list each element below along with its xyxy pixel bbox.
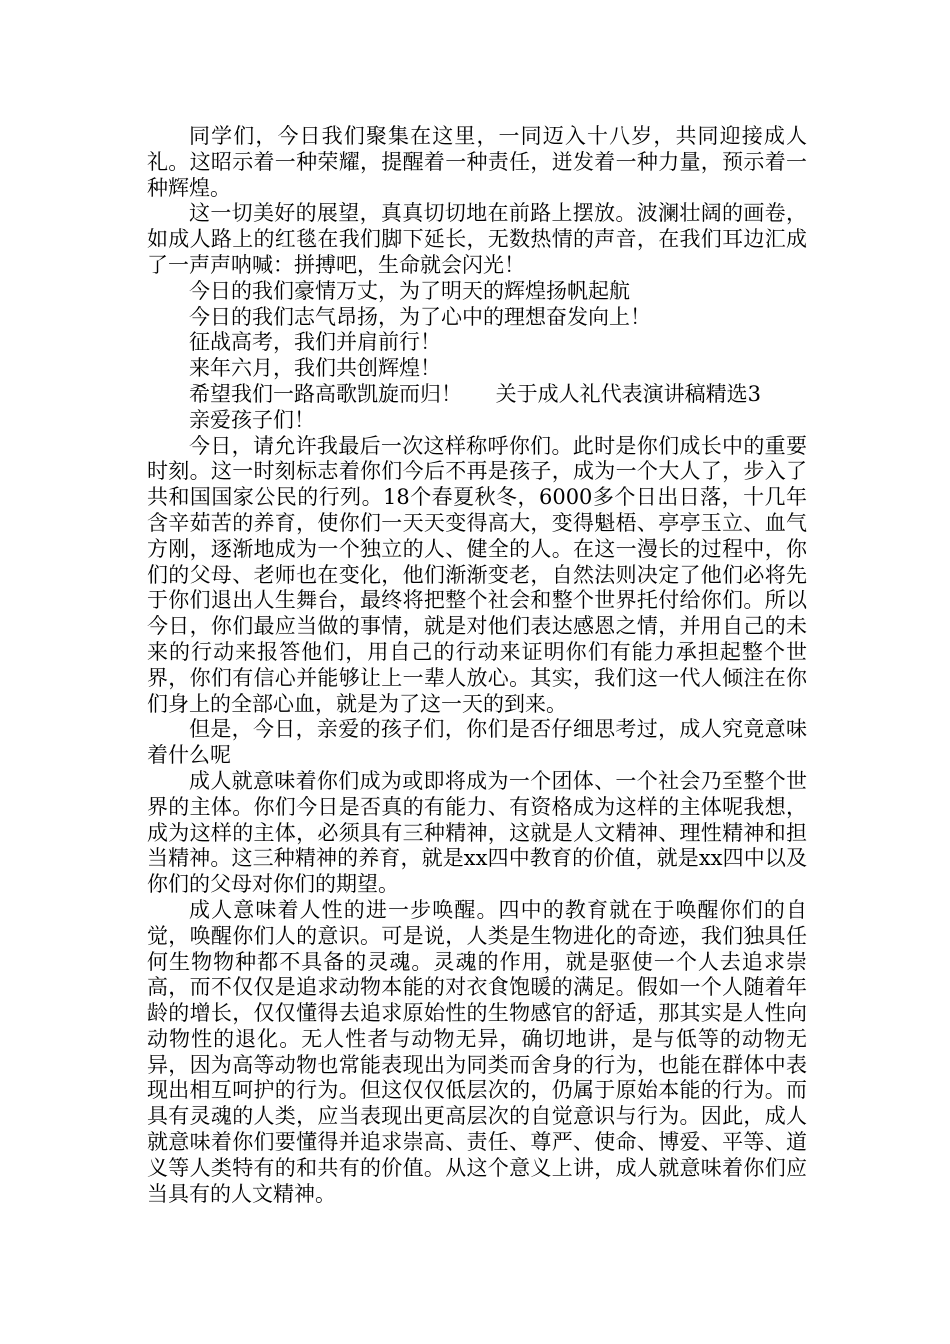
paragraph-line-2: 今日的我们志气昂扬，为了心中的理想奋发向上！ <box>189 304 651 329</box>
body-paragraph-1: 今日，请允许我最后一次这样称呼你们。此时是你们成长中的重要时刻。这一时刻标志着你们今后不再是孩子，成为一个大人了，步入了共和国国家公民的行列。18个春夏秋冬，6000多个日出日落，十几年含辛茹苦的养育，使你们一天天变得高大，变得魁梧、亭亭玉立、血气方刚，逐渐地成为一个独立的人、健全的人。在这一漫长的过程中，你们的父母、老师也在变化，他们渐渐变老，自然法则决定了他们必将先于你们退出人生舞台，最终将把整个社会和整个世界托付给你们。所以今日，你们最应当做的事情，就是对他们表达感恩之情，并用自己的未来的行动来报答他们，用自己的行动来证明你们有能力承担起整个世界，你们有信心并能够让上一辈人放心。其实，我们这一代人倾注在你们身上的全部心血，就是为了这一天的到来。 <box>147 433 807 716</box>
paragraph-line-4: 来年六月，我们共创辉煌！ <box>189 356 441 381</box>
section-title: 关于成人礼代表演讲稿精选3 <box>495 381 761 406</box>
document-body <box>147 124 807 1207</box>
paragraph-intro: 同学们，今日我们聚集在这里，一同迈入十八岁，共同迎接成人礼。这昭示着一种荣耀，提醒着一种责任，迸发着一种力量，预示着一种辉煌。 <box>147 124 807 200</box>
body-paragraph-3: 成人就意味着你们成为或即将成为一个团体、一个社会乃至整个世界的主体。你们今日是否真的有能力、有资格成为这样的主体呢我想，成为这样的主体，必须具有三种精神，这就是人文精神、理性精神和担当精神。这三种精神的养育，就是xx四中教育的价值，就是xx四中以及你们的父母对你们的期望。 <box>147 768 807 897</box>
paragraph-outlook: 这一切美好的展望，真真切切地在前路上摆放。波澜壮阔的画卷，如成人路上的红毯在我们脚下延长，无数热情的声音，在我们耳边汇成了一声声呐喊：拼搏吧，生命就会闪光！ <box>147 201 807 277</box>
body-paragraph-4: 成人意味着人性的进一步唤醒。四中的教育就在于唤醒你们的自觉，唤醒你们人的意识。可是说，人类是生物进化的奇迹，我们独具任何生物物种都不具备的灵魂。灵魂的作用，就是驱使一个人去追求崇高，而不仅仅是追求动物本能的对衣食饱暖的满足。假如一个人随着年龄的增长，仅仅懂得去追求原始性的生物感官的舒适，那其实是人性向动物性的退化。无人性者与动物无异，确切地讲，是与低等的动物无异，因为高等动物也常能表现出为同类而舍身的行为，也能在群体中表现出相互呵护的行为。但这仅仅低层次的，仍属于原始本能的行为。而具有灵魂的人类，应当表现出更高层次的自觉意识与行为。因此，成人就意味着你们要懂得并追求崇高、责任、尊严、使命、博爱、平等、道义等人类特有的和共有的价值。从这个意义上讲，成人就意味着你们应当具有的人文精神。 <box>147 897 807 1206</box>
paragraph-closing-with-title <box>147 382 807 408</box>
closing-line: 希望我们一路高歌凯旋而归！ <box>189 381 462 406</box>
paragraph-line-1: 今日的我们豪情万丈，为了明天的辉煌扬帆起航 <box>189 278 630 303</box>
salutation: 亲爱孩子们！ <box>189 407 315 432</box>
paragraph-line-3: 征战高考，我们并肩前行！ <box>189 330 441 355</box>
body-paragraph-2: 但是，今日，亲爱的孩子们，你们是否仔细思考过，成人究竟意味着什么呢 <box>147 717 807 768</box>
